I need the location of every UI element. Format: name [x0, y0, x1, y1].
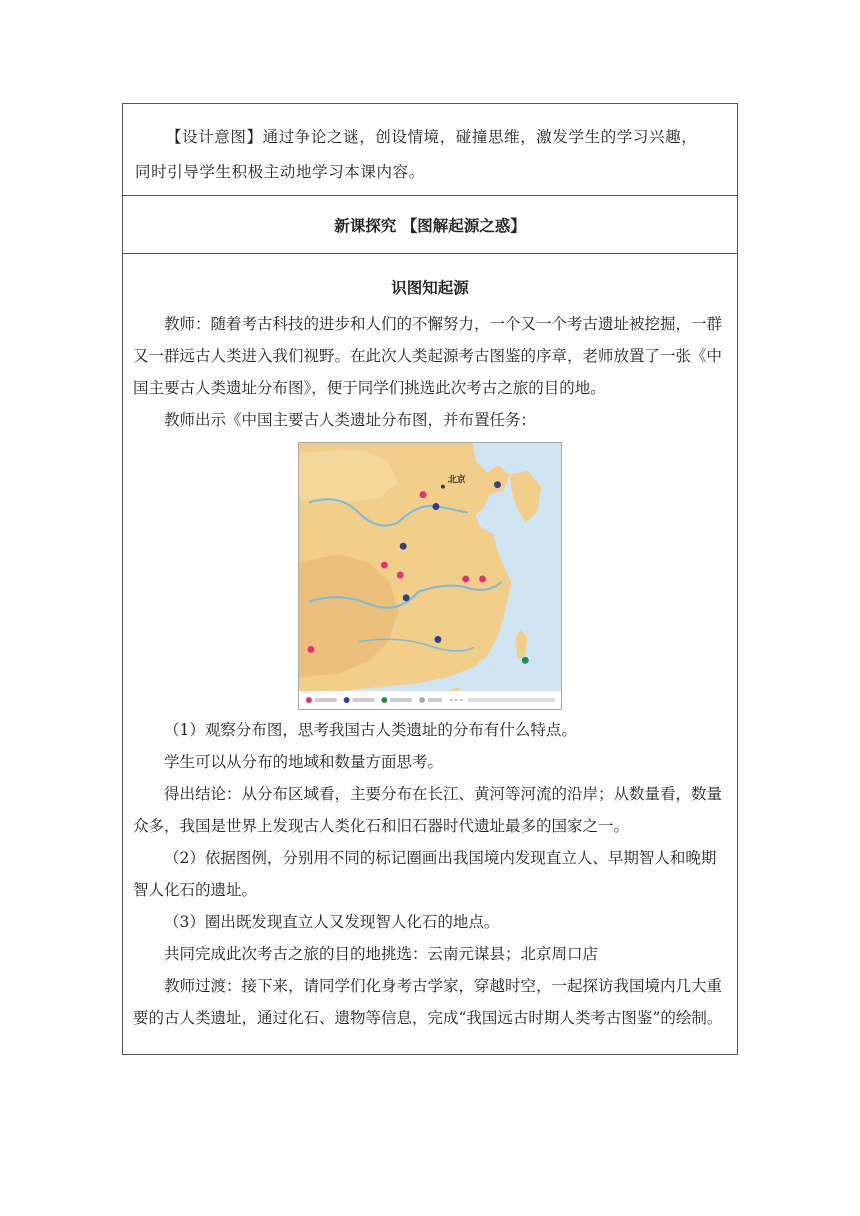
legend-capital-dot — [419, 697, 425, 703]
site-erectus-yunxian — [397, 572, 404, 579]
lesson-body-cell — [123, 254, 737, 1054]
body-subtitle: 识图知起源 — [391, 279, 469, 297]
design-intent-line2: 同时引导学生积极主动地学习本课内容。 — [135, 163, 425, 181]
site-changyang — [403, 594, 410, 601]
city-label-beijing: 北京 — [447, 475, 466, 486]
teacher-intro-paragraph: 教师：随着考古科技的进步和人们的不懈努力，一个又一个考古遗址被挖掘，一群又一群远古人类进入我们视野。在此次人类起源考古图鉴的序章，老师放置了一张《中国主要古人类遗址分布图》，便于同学们挑选此次考古之旅的目的地。 — [133, 315, 723, 397]
site-erectus-nanjing — [479, 576, 486, 583]
question-2: （2）依据图例，分别用不同的标记圈画出我国境内发现直立人、早期智人和晚期智人化石的遗址。 — [133, 849, 717, 899]
design-intent-line1: 【设计意图】通过争论之谜，创设情境，碰撞思维，激发学生的学习兴趣， — [166, 128, 698, 146]
site-erectus-hexian — [462, 576, 469, 583]
site-dingcun — [400, 543, 407, 550]
legend-erectus-dot — [306, 697, 312, 703]
teacher-show-map-paragraph: 教师出示《中国主要古人类遗址分布图，并布置任务： — [164, 411, 537, 429]
legend-late-sapiens-dot — [381, 697, 387, 703]
legend-early-sapiens-dot — [344, 697, 350, 703]
site-erectus-lantian — [381, 562, 388, 569]
legend-capital-label — [428, 698, 442, 702]
legend-early-sapiens-label — [353, 698, 375, 702]
design-intent-cell — [123, 104, 737, 196]
student-thinking-paragraph: 学生可以从分布的地域和数量方面思考。 — [164, 753, 444, 771]
site-late-sapiens — [522, 657, 529, 664]
site-erectus-yuanmou — [307, 646, 314, 653]
map-container — [133, 442, 727, 710]
site-early-sapiens-northeast — [494, 481, 501, 488]
site-erectus-beijing — [420, 491, 427, 498]
section-heading-cell — [123, 196, 737, 254]
destination-paragraph: 共同完成此次考古之旅的目的地挑选：云南元谋县；北京周口店 — [164, 945, 599, 963]
question-1: （1）观察分布图，思考我国古人类遗址的分布有什么特点。 — [164, 721, 577, 739]
teacher-transition-paragraph: 教师过渡：接下来，请同学们化身考古学家，穿越时空，一起探访我国境内几大重要的古人类遗址，通过化石、遗物等信息，完成“我国远古时期人类考古图鉴”的绘制。 — [133, 977, 723, 1027]
site-maba — [434, 636, 441, 643]
site-early-sapiens-north — [432, 503, 439, 510]
section-heading: 新课探究 【图解起源之惑】 — [334, 216, 526, 235]
legend-erectus-label — [315, 698, 337, 702]
hominid-sites-map — [298, 442, 562, 710]
lesson-plan-table — [122, 103, 738, 1055]
legend-late-sapiens-label — [390, 698, 412, 702]
question-3: （3）圈出既发现直立人又发现智人化石的地点。 — [164, 913, 500, 931]
legend-note — [468, 698, 555, 702]
beijing-dot — [441, 485, 445, 489]
conclusion-paragraph: 得出结论：从分布区域看，主要分布在长江、黄河等河流的沿岸；从数量看，数量众多，我国是世界上发现古人类化石和旧石器时代遗址最多的国家之一。 — [133, 785, 723, 835]
